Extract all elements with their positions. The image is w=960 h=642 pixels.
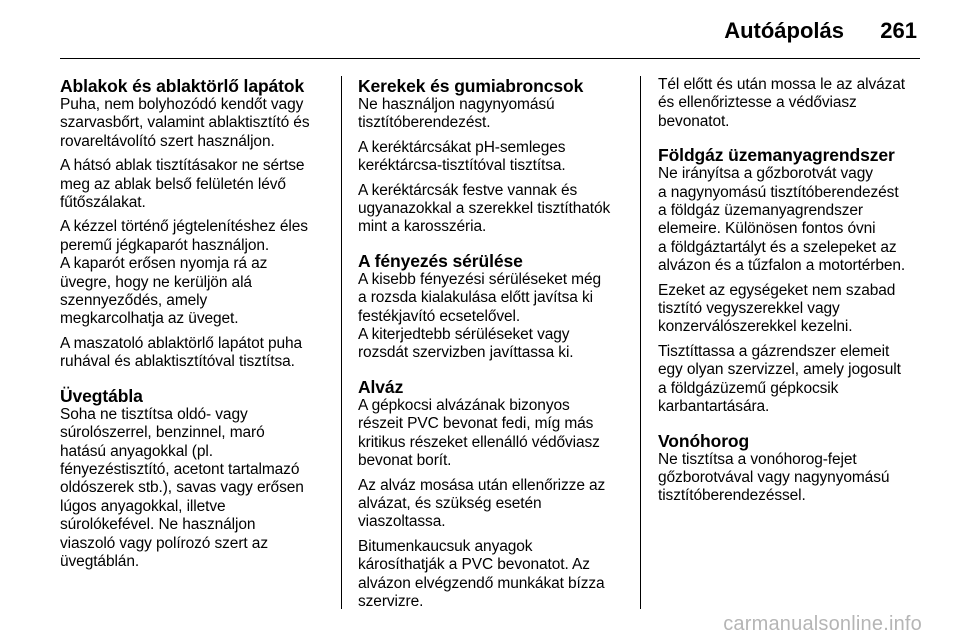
page-title: Autóápolás	[724, 18, 844, 43]
header-rule	[60, 58, 920, 59]
paragraph: Bitumenkaucsuk anyagok károsíthatják a PVC bevonatot. Az alvázon elvégzendő munkákat bízza szervizre.	[358, 537, 605, 610]
column-divider	[640, 76, 641, 609]
section-heading-underbody: Alváz	[358, 376, 404, 397]
paragraph: A gépkocsi alvázának bizonyos részeit PVC bevonat fedi, míg más kritikus részeket ellenálló védőviasz bevonat borít.	[358, 396, 600, 470]
paragraph: Puha, nem bolyhozódó kendőt vagy szarvasbőrt, valamint ablaktisztító és rovareltávolító szert használjon.	[60, 96, 310, 150]
paragraph: A maszatoló ablaktörlő lapátot puha ruhával és ablaktisztítóval tisztítsa.	[60, 334, 303, 371]
section-heading-glass: Üvegtábla	[60, 385, 143, 406]
paragraph: A kézzel történő jégtelenítéshez éles peremű jégkaparót használjon. A kaparót erősen nyomja rá az üvegre, hogy ne kerüljön alá szennyeződés, amely megkarcolhatja az üveget.	[60, 218, 308, 328]
paragraph: Ne használjon nagynyomású tisztítóberendezést.	[358, 96, 555, 132]
paragraph: Ne tisztítsa a vonóhorog-fejet gőzborotvával vagy nagynyomású tisztítóberendezéssel.	[658, 450, 890, 505]
paragraph: A hátsó ablak tisztításakor ne sértse meg az ablak belső felületén lévő fűtőszálakat.	[60, 157, 305, 212]
paragraph: Ezeket az egységeket nem szabad tisztító vegyszerekkel vagy konzerválószerekkel kezelni.	[658, 281, 896, 336]
paragraph: Tél előtt és után mossa le az alvázat és ellenőriztesse a védőviasz bevonatot.	[658, 76, 906, 130]
section-heading-windows: Ablakok és ablaktörlő lapátok	[60, 76, 305, 96]
paragraph: Tisztíttassa a gázrendszer elemeit egy olyan szervizzel, amely jogosult a földgázüzemű gépkocsik karbantartására.	[658, 342, 901, 416]
column-divider	[341, 76, 342, 609]
column-3	[658, 76, 928, 506]
watermark: carmanualsonline.info	[723, 613, 922, 635]
paragraph: A keréktárcsák festve vannak és ugyanazokkal a szerekkel tisztíthatók mint a karosszéria.	[358, 181, 611, 236]
section-heading-paint: A fényezés sérülése	[358, 250, 523, 271]
section-heading-towbar: Vonóhorog	[658, 430, 750, 451]
paragraph: Az alváz mosása után ellenőrizze az alvázat, és szükség esetén viaszoltassa.	[358, 476, 606, 531]
section-heading-wheels: Kerekek és gumiabroncsok	[358, 76, 584, 96]
paragraph: Ne irányítsa a gőzborotvát vagy a nagynyomású tisztítóberendezést a földgáz üzemanyagrendszer elemeire. Különösen fontos óvni a földgáztartályt és a szelepeket az alvázon és a tűzfalon a motortérben.	[658, 165, 906, 275]
column-1	[60, 76, 328, 571]
section-heading-cng: Földgáz üzemanyagrendszer	[658, 145, 895, 166]
column-2	[358, 76, 626, 611]
paragraph: A kisebb fényezési sérüléseket még a rozsda kialakulása előtt javítsa ki festékjavító ecsetelővel. A kiterjedtebb sérüléseket vagy rozsdát szervizben javíttassa ki.	[358, 270, 602, 362]
paragraph: A keréktárcsákat pH-semleges keréktárcsa-tisztítóval tisztítsa.	[358, 138, 566, 175]
paragraph: Soha ne tisztítsa oldó- vagy súrolószerrel, benzinnel, maró hatású anyagokkal (pl. fényezéstisztító, acetont tartalmazó oldószerek stb.), savas vagy erősen lúgos anyagokkal, illetve súrolókefével. Ne használjon viaszoló vagy polírozó szert az üvegtáblán.	[60, 405, 304, 570]
page-number: 261	[880, 18, 917, 43]
